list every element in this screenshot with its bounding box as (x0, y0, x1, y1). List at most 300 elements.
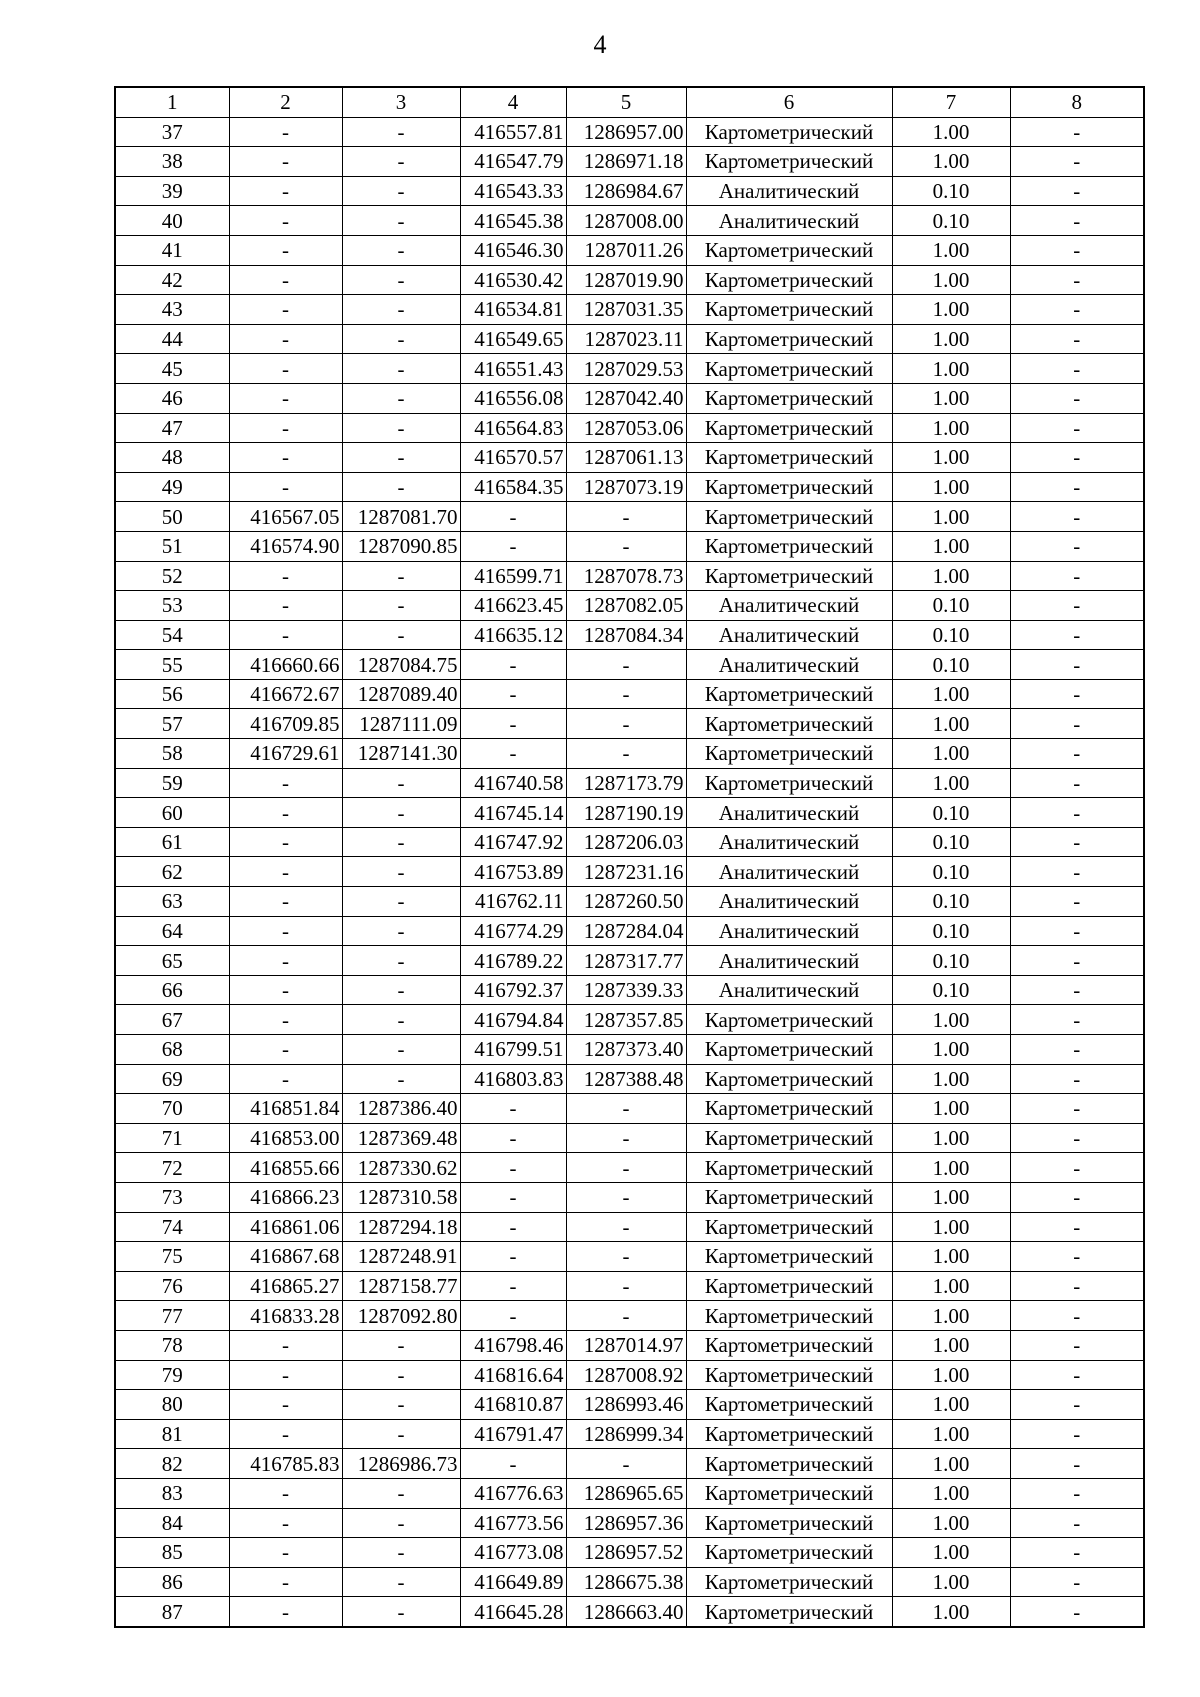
table-cell-col-4: 416798.46 (460, 1330, 566, 1360)
table-row (115, 265, 1144, 295)
table-cell-col-2: 416833.28 (229, 1301, 342, 1331)
table-cell-col-8: - (1010, 798, 1144, 828)
table-cell-col-3: - (342, 1508, 460, 1538)
table-cell-col-7: 1.00 (892, 383, 1010, 413)
table-cell-col-5: - (566, 531, 686, 561)
table-cell-col-2: - (229, 472, 342, 502)
table-cell-col-7: 1.00 (892, 1035, 1010, 1065)
table-row (115, 709, 1144, 739)
table-row (115, 1242, 1144, 1272)
table-row (115, 206, 1144, 236)
table-row (115, 1182, 1144, 1212)
table-cell-col-8: - (1010, 265, 1144, 295)
table-cell-col-5: - (566, 1449, 686, 1479)
table-cell-col-3: 1287141.30 (342, 739, 460, 769)
table-cell-col-1: 56 (115, 679, 229, 709)
table-cell-col-2: - (229, 1419, 342, 1449)
table-cell-col-4: 416747.92 (460, 827, 566, 857)
table-cell-col-5: 1287173.79 (566, 768, 686, 798)
table-cell-col-7: 1.00 (892, 1567, 1010, 1597)
table-cell-col-2: - (229, 1005, 342, 1035)
table-cell-col-5: - (566, 739, 686, 769)
table-cell-col-5: 1287008.92 (566, 1360, 686, 1390)
table-cell-col-5: - (566, 709, 686, 739)
table-cell-col-2: - (229, 1508, 342, 1538)
table-cell-col-5: - (566, 502, 686, 532)
table-cell-col-4: 416545.38 (460, 206, 566, 236)
table-row (115, 1330, 1144, 1360)
table-cell-col-4: - (460, 650, 566, 680)
table-cell-col-3: - (342, 1064, 460, 1094)
table-row (115, 1567, 1144, 1597)
table-cell-col-3: 1287158.77 (342, 1271, 460, 1301)
table-cell-col-2: - (229, 1478, 342, 1508)
table-cell-col-5: - (566, 1094, 686, 1124)
table-cell-col-4: 416645.28 (460, 1597, 566, 1627)
table-cell-col-8: - (1010, 1567, 1144, 1597)
table-cell-col-5: 1287084.34 (566, 620, 686, 650)
column-header-1: 1 (115, 87, 229, 117)
table-cell-col-8: - (1010, 857, 1144, 887)
table-cell-col-8: - (1010, 916, 1144, 946)
table-cell-col-1: 86 (115, 1567, 229, 1597)
table-cell-col-2: - (229, 857, 342, 887)
table-cell-col-2: - (229, 916, 342, 946)
table-cell-col-8: - (1010, 620, 1144, 650)
table-cell-col-8: - (1010, 946, 1144, 976)
table-cell-col-1: 81 (115, 1419, 229, 1449)
table-cell-col-7: 1.00 (892, 1094, 1010, 1124)
table-cell-col-6: Картометрический (686, 502, 892, 532)
table-cell-col-3: - (342, 1567, 460, 1597)
table-cell-col-7: 1.00 (892, 235, 1010, 265)
table-cell-col-6: Картометрический (686, 1301, 892, 1331)
table-cell-col-8: - (1010, 1390, 1144, 1420)
table-cell-col-8: - (1010, 1301, 1144, 1331)
table-cell-col-7: 1.00 (892, 1449, 1010, 1479)
table-cell-col-4: 416745.14 (460, 798, 566, 828)
table-row (115, 147, 1144, 177)
table-cell-col-2: 416709.85 (229, 709, 342, 739)
table-cell-col-5: 1286663.40 (566, 1597, 686, 1627)
table-cell-col-8: - (1010, 117, 1144, 147)
table-cell-col-8: - (1010, 591, 1144, 621)
table-cell-col-6: Картометрический (686, 1360, 892, 1390)
table-cell-col-3: - (342, 1005, 460, 1035)
table-cell-col-6: Картометрический (686, 1212, 892, 1242)
table-cell-col-3: 1287090.85 (342, 531, 460, 561)
table-cell-col-6: Картометрический (686, 354, 892, 384)
table-cell-col-5: - (566, 1301, 686, 1331)
table-cell-col-4: - (460, 1301, 566, 1331)
table-cell-col-3: 1287310.58 (342, 1182, 460, 1212)
table-cell-col-1: 66 (115, 975, 229, 1005)
table-cell-col-1: 49 (115, 472, 229, 502)
table-cell-col-1: 46 (115, 383, 229, 413)
table-cell-col-8: - (1010, 887, 1144, 917)
table-cell-col-2: - (229, 117, 342, 147)
table-cell-col-1: 72 (115, 1153, 229, 1183)
table-cell-col-4: 416556.08 (460, 383, 566, 413)
table-cell-col-6: Аналитический (686, 975, 892, 1005)
column-header-8: 8 (1010, 87, 1144, 117)
table-cell-col-8: - (1010, 1212, 1144, 1242)
table-cell-col-6: Картометрический (686, 1419, 892, 1449)
table-cell-col-3: - (342, 591, 460, 621)
table-cell-col-1: 73 (115, 1182, 229, 1212)
table-cell-col-7: 1.00 (892, 1182, 1010, 1212)
table-cell-col-3: - (342, 1478, 460, 1508)
table-row (115, 1094, 1144, 1124)
table-cell-col-6: Картометрический (686, 1271, 892, 1301)
table-cell-col-2: 416867.68 (229, 1242, 342, 1272)
table-cell-col-8: - (1010, 650, 1144, 680)
table-cell-col-3: - (342, 117, 460, 147)
table-cell-col-4: - (460, 531, 566, 561)
table-cell-col-1: 39 (115, 176, 229, 206)
table-cell-col-1: 80 (115, 1390, 229, 1420)
table-cell-col-2: 416729.61 (229, 739, 342, 769)
table-cell-col-8: - (1010, 1449, 1144, 1479)
table-cell-col-1: 83 (115, 1478, 229, 1508)
table-cell-col-7: 0.10 (892, 975, 1010, 1005)
table-cell-col-6: Аналитический (686, 176, 892, 206)
table-cell-col-2: - (229, 798, 342, 828)
table-cell-col-5: 1286971.18 (566, 147, 686, 177)
table-cell-col-7: 1.00 (892, 1508, 1010, 1538)
table-cell-col-7: 1.00 (892, 1123, 1010, 1153)
table-row (115, 768, 1144, 798)
table-cell-col-4: 416564.83 (460, 413, 566, 443)
table-cell-col-1: 52 (115, 561, 229, 591)
table-cell-col-3: - (342, 916, 460, 946)
table-cell-col-5: - (566, 650, 686, 680)
table-cell-col-8: - (1010, 472, 1144, 502)
table-cell-col-5: 1287206.03 (566, 827, 686, 857)
table-cell-col-7: 0.10 (892, 916, 1010, 946)
table-cell-col-2: - (229, 413, 342, 443)
table-cell-col-3: - (342, 1597, 460, 1627)
table-cell-col-4: - (460, 502, 566, 532)
table-cell-col-4: 416789.22 (460, 946, 566, 976)
table-row (115, 620, 1144, 650)
table-cell-col-1: 54 (115, 620, 229, 650)
table-cell-col-7: 1.00 (892, 1390, 1010, 1420)
table-cell-col-7: 1.00 (892, 117, 1010, 147)
table-cell-col-6: Картометрический (686, 561, 892, 591)
table-cell-col-5: 1287078.73 (566, 561, 686, 591)
table-cell-col-3: - (342, 265, 460, 295)
table-row (115, 443, 1144, 473)
table-cell-col-7: 1.00 (892, 679, 1010, 709)
table-cell-col-7: 1.00 (892, 1478, 1010, 1508)
table-cell-col-2: - (229, 147, 342, 177)
table-cell-col-7: 1.00 (892, 502, 1010, 532)
table-cell-col-1: 42 (115, 265, 229, 295)
table-cell-col-7: 0.10 (892, 946, 1010, 976)
table-cell-col-1: 77 (115, 1301, 229, 1331)
table-cell-col-1: 69 (115, 1064, 229, 1094)
table-cell-col-2: - (229, 620, 342, 650)
table-cell-col-3: - (342, 235, 460, 265)
table-cell-col-1: 40 (115, 206, 229, 236)
table-cell-col-5: - (566, 679, 686, 709)
column-header-4: 4 (460, 87, 566, 117)
table-cell-col-2: - (229, 206, 342, 236)
table-cell-col-5: 1287019.90 (566, 265, 686, 295)
table-cell-col-3: 1287084.75 (342, 650, 460, 680)
table-cell-col-5: 1287284.04 (566, 916, 686, 946)
table-cell-col-5: - (566, 1182, 686, 1212)
table-cell-col-4: 416774.29 (460, 916, 566, 946)
table-cell-col-3: - (342, 354, 460, 384)
table-cell-col-5: 1287073.19 (566, 472, 686, 502)
table-cell-col-2: - (229, 561, 342, 591)
table-cell-col-1: 82 (115, 1449, 229, 1479)
table-cell-col-7: 1.00 (892, 1597, 1010, 1627)
table-cell-col-7: 1.00 (892, 1538, 1010, 1568)
table-cell-col-6: Картометрический (686, 443, 892, 473)
table-cell-col-8: - (1010, 1182, 1144, 1212)
table-cell-col-6: Аналитический (686, 798, 892, 828)
table-cell-col-4: 416791.47 (460, 1419, 566, 1449)
table-row (115, 916, 1144, 946)
table-row (115, 1035, 1144, 1065)
table-cell-col-7: 1.00 (892, 1153, 1010, 1183)
table-cell-col-2: 416567.05 (229, 502, 342, 532)
table-cell-col-6: Аналитический (686, 620, 892, 650)
table-cell-col-1: 87 (115, 1597, 229, 1627)
table-row (115, 117, 1144, 147)
table-cell-col-2: - (229, 1567, 342, 1597)
table-cell-col-3: - (342, 1538, 460, 1568)
table-cell-col-3: 1286986.73 (342, 1449, 460, 1479)
table-cell-col-6: Картометрический (686, 324, 892, 354)
table-cell-col-5: 1287260.50 (566, 887, 686, 917)
table-cell-col-1: 47 (115, 413, 229, 443)
table-cell-col-6: Картометрический (686, 1449, 892, 1479)
table-cell-col-5: 1286957.36 (566, 1508, 686, 1538)
table-cell-col-8: - (1010, 679, 1144, 709)
table-cell-col-5: 1286999.34 (566, 1419, 686, 1449)
table-cell-col-1: 53 (115, 591, 229, 621)
table-cell-col-1: 71 (115, 1123, 229, 1153)
table-cell-col-1: 44 (115, 324, 229, 354)
table-cell-col-6: Картометрический (686, 739, 892, 769)
table-cell-col-2: - (229, 946, 342, 976)
table-cell-col-1: 41 (115, 235, 229, 265)
table-cell-col-8: - (1010, 561, 1144, 591)
table-header (115, 87, 1144, 117)
table-cell-col-8: - (1010, 235, 1144, 265)
table-cell-col-8: - (1010, 709, 1144, 739)
table-cell-col-5: 1286957.00 (566, 117, 686, 147)
table-cell-col-6: Аналитический (686, 857, 892, 887)
table-cell-col-6: Картометрический (686, 1035, 892, 1065)
table-cell-col-6: Аналитический (686, 591, 892, 621)
table-cell-col-3: - (342, 147, 460, 177)
table-cell-col-2: - (229, 887, 342, 917)
table-cell-col-3: - (342, 620, 460, 650)
table-cell-col-2: - (229, 1538, 342, 1568)
table-cell-col-5: 1287029.53 (566, 354, 686, 384)
table-cell-col-1: 55 (115, 650, 229, 680)
table-cell-col-2: - (229, 1064, 342, 1094)
table-cell-col-8: - (1010, 531, 1144, 561)
table-cell-col-8: - (1010, 1419, 1144, 1449)
table-cell-col-2: - (229, 383, 342, 413)
table-cell-col-2: - (229, 591, 342, 621)
table-cell-col-1: 45 (115, 354, 229, 384)
table-cell-col-4: - (460, 1449, 566, 1479)
table-cell-col-4: - (460, 1182, 566, 1212)
table-row (115, 739, 1144, 769)
table-cell-col-6: Картометрический (686, 531, 892, 561)
table-cell-col-1: 58 (115, 739, 229, 769)
table-cell-col-1: 51 (115, 531, 229, 561)
table-cell-col-7: 1.00 (892, 739, 1010, 769)
table-cell-col-7: 1.00 (892, 1360, 1010, 1390)
header-row (115, 87, 1144, 117)
table-cell-col-6: Картометрический (686, 1153, 892, 1183)
table-cell-col-4: 416762.11 (460, 887, 566, 917)
table-cell-col-2: - (229, 827, 342, 857)
table-cell-col-3: 1287081.70 (342, 502, 460, 532)
table-cell-col-8: - (1010, 827, 1144, 857)
table-cell-col-8: - (1010, 1330, 1144, 1360)
table-cell-col-7: 1.00 (892, 295, 1010, 325)
table-cell-col-3: - (342, 946, 460, 976)
table-cell-col-4: 416543.33 (460, 176, 566, 206)
table-cell-col-4: 416584.35 (460, 472, 566, 502)
table-cell-col-8: - (1010, 1508, 1144, 1538)
table-cell-col-7: 0.10 (892, 650, 1010, 680)
table-cell-col-3: 1287386.40 (342, 1094, 460, 1124)
table-cell-col-4: 416810.87 (460, 1390, 566, 1420)
table-row (115, 827, 1144, 857)
table-cell-col-7: 1.00 (892, 413, 1010, 443)
table-row (115, 176, 1144, 206)
table-cell-col-7: 0.10 (892, 176, 1010, 206)
table-cell-col-4: - (460, 1123, 566, 1153)
table-cell-col-5: 1286675.38 (566, 1567, 686, 1597)
table-cell-col-1: 62 (115, 857, 229, 887)
table-row (115, 679, 1144, 709)
table-cell-col-8: - (1010, 1153, 1144, 1183)
table-cell-col-1: 78 (115, 1330, 229, 1360)
table-cell-col-7: 1.00 (892, 472, 1010, 502)
table-row (115, 1153, 1144, 1183)
table-row (115, 591, 1144, 621)
table-cell-col-2: 416851.84 (229, 1094, 342, 1124)
table-cell-col-7: 1.00 (892, 354, 1010, 384)
table-row (115, 472, 1144, 502)
table-cell-col-3: - (342, 206, 460, 236)
table-cell-col-2: 416672.67 (229, 679, 342, 709)
table-cell-col-2: - (229, 265, 342, 295)
column-header-5: 5 (566, 87, 686, 117)
table-cell-col-6: Картометрический (686, 117, 892, 147)
table-cell-col-2: 416866.23 (229, 1182, 342, 1212)
table-cell-col-4: 416773.56 (460, 1508, 566, 1538)
table-cell-col-6: Аналитический (686, 206, 892, 236)
table-cell-col-4: - (460, 1212, 566, 1242)
table-cell-col-4: - (460, 739, 566, 769)
table-cell-col-6: Картометрический (686, 1390, 892, 1420)
table-cell-col-3: 1287248.91 (342, 1242, 460, 1272)
page-number: 4 (593, 30, 607, 59)
table-cell-col-1: 75 (115, 1242, 229, 1272)
table-cell-col-3: - (342, 1330, 460, 1360)
table-cell-col-5: 1287082.05 (566, 591, 686, 621)
table-cell-col-3: - (342, 768, 460, 798)
table-cell-col-3: - (342, 295, 460, 325)
table-row (115, 561, 1144, 591)
column-header-6: 6 (686, 87, 892, 117)
table-row (115, 502, 1144, 532)
table-cell-col-5: 1287190.19 (566, 798, 686, 828)
table-cell-col-8: - (1010, 413, 1144, 443)
table-cell-col-2: 416785.83 (229, 1449, 342, 1479)
table-cell-col-6: Картометрический (686, 1330, 892, 1360)
table-cell-col-4: 416557.81 (460, 117, 566, 147)
table-cell-col-3: - (342, 472, 460, 502)
table-row (115, 1301, 1144, 1331)
table-cell-col-7: 1.00 (892, 1005, 1010, 1035)
table-row (115, 887, 1144, 917)
table-cell-col-2: - (229, 1390, 342, 1420)
table-cell-col-5: - (566, 1123, 686, 1153)
table-cell-col-3: 1287089.40 (342, 679, 460, 709)
table-cell-col-8: - (1010, 354, 1144, 384)
table-cell-col-6: Картометрический (686, 235, 892, 265)
table-cell-col-3: - (342, 413, 460, 443)
table-cell-col-6: Картометрический (686, 1182, 892, 1212)
table-cell-col-3: 1287330.62 (342, 1153, 460, 1183)
table-cell-col-8: - (1010, 1005, 1144, 1035)
table-cell-col-7: 1.00 (892, 1330, 1010, 1360)
table-cell-col-1: 68 (115, 1035, 229, 1065)
table-cell-col-7: 1.00 (892, 147, 1010, 177)
table-row (115, 1419, 1144, 1449)
table-cell-col-5: 1287042.40 (566, 383, 686, 413)
table-cell-col-2: 416861.06 (229, 1212, 342, 1242)
table-row (115, 531, 1144, 561)
table-cell-col-2: - (229, 354, 342, 384)
table-cell-col-2: 416660.66 (229, 650, 342, 680)
table-cell-col-2: - (229, 768, 342, 798)
table-cell-col-3: - (342, 887, 460, 917)
table-row (115, 1360, 1144, 1390)
table-cell-col-5: 1287339.33 (566, 975, 686, 1005)
table-cell-col-1: 76 (115, 1271, 229, 1301)
table-cell-col-4: - (460, 1271, 566, 1301)
table-cell-col-6: Картометрический (686, 1064, 892, 1094)
table-row (115, 1390, 1144, 1420)
table-cell-col-4: 416547.79 (460, 147, 566, 177)
table-cell-col-6: Картометрический (686, 1567, 892, 1597)
table-cell-col-1: 63 (115, 887, 229, 917)
table-row (115, 975, 1144, 1005)
table-cell-col-7: 0.10 (892, 620, 1010, 650)
table-cell-col-7: 1.00 (892, 1212, 1010, 1242)
table-row (115, 1212, 1144, 1242)
table-cell-col-6: Картометрический (686, 679, 892, 709)
table-row (115, 1123, 1144, 1153)
table-cell-col-6: Картометрический (686, 709, 892, 739)
table-cell-col-6: Картометрический (686, 1005, 892, 1035)
table-cell-col-2: 416853.00 (229, 1123, 342, 1153)
